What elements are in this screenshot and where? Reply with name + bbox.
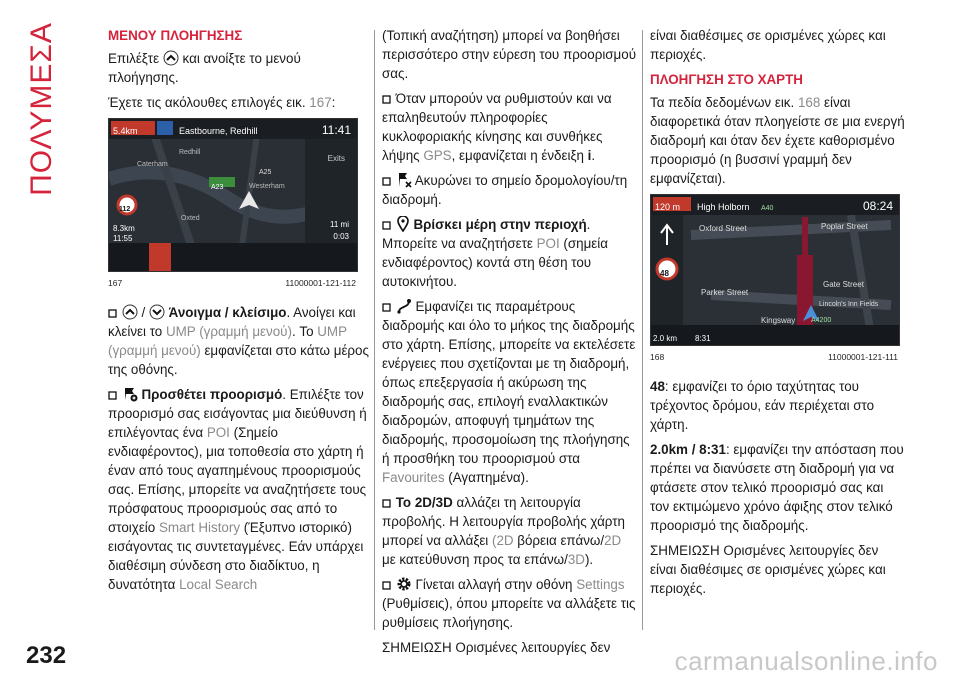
bullet-find-places: Βρίσκει μέρη στην περιοχή. Μπορείτε να αναζητήσετε POI (σημεία ενδιαφέροντος) κοντά στη θέση του αυτοκινήτου. xyxy=(382,217,608,289)
fig167-road-2: A25 xyxy=(259,169,272,176)
heading-map-navigation: ΠΛΟΗΓΗΣΗ ΣΤΟ ΧΑΡΤΗ xyxy=(650,72,803,87)
figure-167-number: 167 xyxy=(108,278,123,288)
column-2 xyxy=(382,26,638,663)
figure-168-code: 11000001-121-111 xyxy=(828,352,898,362)
chevron-down-icon xyxy=(149,304,165,320)
bullet-icon xyxy=(382,498,392,510)
column-1 xyxy=(108,26,370,600)
bullet-icon xyxy=(382,94,392,106)
heading-navigation-menu: ΜΕΝΟΥ ΠΛΟΗΓΗΣΗΣ xyxy=(108,28,243,43)
bullet-cancel-route: Ακυρώνει το σημείο δρομολογίου/τη διαδρομή. xyxy=(382,173,628,207)
paragraph-select-menu: Επιλέξτε και ανοίξτε το μενού πλοήγησης. xyxy=(108,51,301,85)
bullet-icon xyxy=(382,580,392,592)
add-destination-icon xyxy=(122,386,138,402)
figure-168-caption xyxy=(650,348,898,367)
location-pin-icon xyxy=(396,216,410,232)
figure-167-map xyxy=(109,119,357,271)
route-icon xyxy=(396,298,412,314)
bullet-icon xyxy=(108,308,118,320)
bullet-traffic-info: Όταν μπορούν να ρυθμιστούν και να επαληθευτούν πληροφορίες κυκλοφοριακής κίνησης και συνθήκες λήψης GPS, εμφανίζεται η ένδειξη i. xyxy=(382,91,612,163)
paragraph-speed-limit: 48: εμφανίζει το όριο ταχύτητας του τρέχοντος δρόμου, εάν περιέχεται στο χάρτη. xyxy=(650,379,875,432)
paragraph-local-search: (Τοπική αναζήτηση) μπορεί να βοηθήσει περισσότερο στην εύρεση του προορισμού σας. xyxy=(382,28,637,81)
page-number: 232 xyxy=(26,642,67,669)
fig168-street-4: Parker Street xyxy=(701,288,749,297)
fig167-town-3: Oxted xyxy=(181,215,200,222)
figure-167-screenshot xyxy=(108,118,358,272)
fig168-distance: 120 m xyxy=(655,202,681,212)
fig167-town-4: Westerham xyxy=(249,183,285,190)
column-3 xyxy=(650,26,906,604)
fig167-remaining: 0:03 xyxy=(333,232,349,241)
watermark: carmanualsonline.info xyxy=(674,646,938,676)
note-col3: ΣΗΜΕΙΩΣΗ Ορισμένες λειτουργίες δεν είναι διαθέσιμες σε ορισμένες χώρες και περιοχές. xyxy=(650,543,886,596)
fig168-street-2: Poplar Street xyxy=(821,222,868,231)
cancel-route-flag-icon xyxy=(396,172,412,188)
bullet-icon xyxy=(382,302,392,314)
column-divider xyxy=(642,30,643,630)
paragraph-countries: είναι διαθέσιμες σε ορισμένες χώρες και περιοχές. xyxy=(650,28,886,62)
fig167-town-1: Caterham xyxy=(137,161,168,168)
fig168-street-3: Gate Street xyxy=(823,280,864,289)
fig167-road: A23 xyxy=(211,184,224,191)
figure-167-code: 11000001-121-112 xyxy=(285,278,356,288)
fig167-speed: 112 xyxy=(119,206,131,213)
gear-icon xyxy=(396,576,412,592)
paragraph-data-fields: Τα πεδία δεδομένων εικ. 168 είναι διαφορετικά όταν πλοηγείστε σε μια ενεργή διαδρομή και όταν δεν έχετε καθορισμένο προορισμό (η βυσσινί γραμμή δεν εμφανίζεται). xyxy=(650,95,905,186)
fig167-distance-2: 8.3km xyxy=(113,224,135,233)
column-divider xyxy=(374,30,375,630)
section-side-tab xyxy=(22,24,62,194)
fig167-exits: Exits xyxy=(327,154,345,163)
fig168-road-2: A4200 xyxy=(811,317,832,324)
fig168-eta: 8:31 xyxy=(695,334,711,343)
fig168-street-1: Oxford Street xyxy=(699,224,747,233)
fig168-street-6: Kingsway xyxy=(761,316,796,325)
paragraph-distance-eta: 2.0km / 8:31: εμφανίζει την απόσταση που πρέπει να διανύσετε στη διαδρομή για να φτάσετε στον τελικό προορισμό σας και τον εκτιμώμενο χρόνο άφιξης στον τελικό προορισμό της διαδρομής. xyxy=(650,442,904,533)
paragraph-options: Έχετε τις ακόλουθες επιλογές εικ. 167: xyxy=(108,95,336,110)
chevron-up-icon xyxy=(163,50,179,66)
section-title: ΠΟΛΥΜΕΣΑ xyxy=(25,22,58,196)
fig168-street: High Holborn xyxy=(697,202,750,212)
fig168-remaining-distance: 2.0 km xyxy=(653,334,678,343)
bullet-icon xyxy=(382,220,392,232)
fig168-clock: 08:24 xyxy=(862,199,893,213)
bullet-icon xyxy=(382,176,392,188)
fig167-distance: 5.4km xyxy=(113,126,138,136)
fig168-speed: 48 xyxy=(660,269,669,278)
fig167-clock: 11:41 xyxy=(321,123,351,137)
figure-167-caption xyxy=(108,274,356,293)
bullet-icon xyxy=(108,390,118,402)
fig168-street-5: Lincoln's Inn Fields xyxy=(819,301,879,308)
fig167-miles: 11 mi xyxy=(330,220,349,229)
bullet-2d-3d: Το 2D/3D αλλάζει τη λειτουργία προβολής. Η λειτουργία προβολής χάρτη μπορεί να αλλάξει (2D βόρεια επάνω/2D με κατεύθυνση προς τα επάνω/3D). xyxy=(382,495,625,567)
figure-168-screenshot xyxy=(650,194,900,346)
bullet-settings: Γίνεται αλλαγή στην οθόνη Settings (Ρυθμίσεις), όπου μπορείτε να αλλάξετε τις ρυθμίσεις πλοήγησης. xyxy=(382,577,636,630)
note-col2: ΣΗΜΕΙΩΣΗ Ορισμένες λειτουργίες δεν xyxy=(382,640,611,655)
fig167-route: Eastbourne, Redhill xyxy=(179,126,258,136)
fig167-time: 11:55 xyxy=(113,234,133,243)
bullet-open-close: / Άνοιγμα / κλείσιμο. Ανοίγει και κλείνει το UMP (γραμμή μενού). Το UMP (γραμμή μενού) εμφανίζεται στο κάτω μέρος της οθόνης. xyxy=(108,305,369,377)
chevron-up-icon xyxy=(122,304,138,320)
bullet-add-destination: Προσθέτει προορισμό. Επιλέξτε τον προορισμό σας εισάγοντας μια διεύθυνση ή επιλέγοντας ένα POI (Σημείο ενδιαφέροντος), μια τοποθεσία στο χάρτη ή έναν από τους αγαπημένους προορισμούς σας. Επίσης, μπορείτε να αναζητήσετε τους πρόσφατους προορισμούς σας από το στοιχείο Smart History (Έξυπνο ιστορικό) εισάγοντας τις συντεταγμένες. Εάν υπάρχει διαθέσιμη σύνδεση στο διαδίκτυο, η δυνατότητα Local Search xyxy=(108,387,367,592)
figure-168-number: 168 xyxy=(650,352,665,362)
fig167-town-2: Redhill xyxy=(179,149,201,156)
bullet-route-parameters: Εμφανίζει τις παραμέτρους διαδρομής και όλο το μήκος της διαδρομής στο χάρτη. Επίσης, μπορείτε να εκτελέσετε ενέργειες που σχετίζονται με τη διαδρομή, όπως επεξεργασία ή ακύρωση της διαδρομής σας, επιλογή εναλλακτικών διαδρομών, αποφυγή τμημάτων της διαδρομής, προσομοίωση της πλοήγησης ή προσθήκη του προορισμού στα Favourites (Αγαπημένα). xyxy=(382,299,636,485)
fig168-road: A40 xyxy=(761,205,774,212)
